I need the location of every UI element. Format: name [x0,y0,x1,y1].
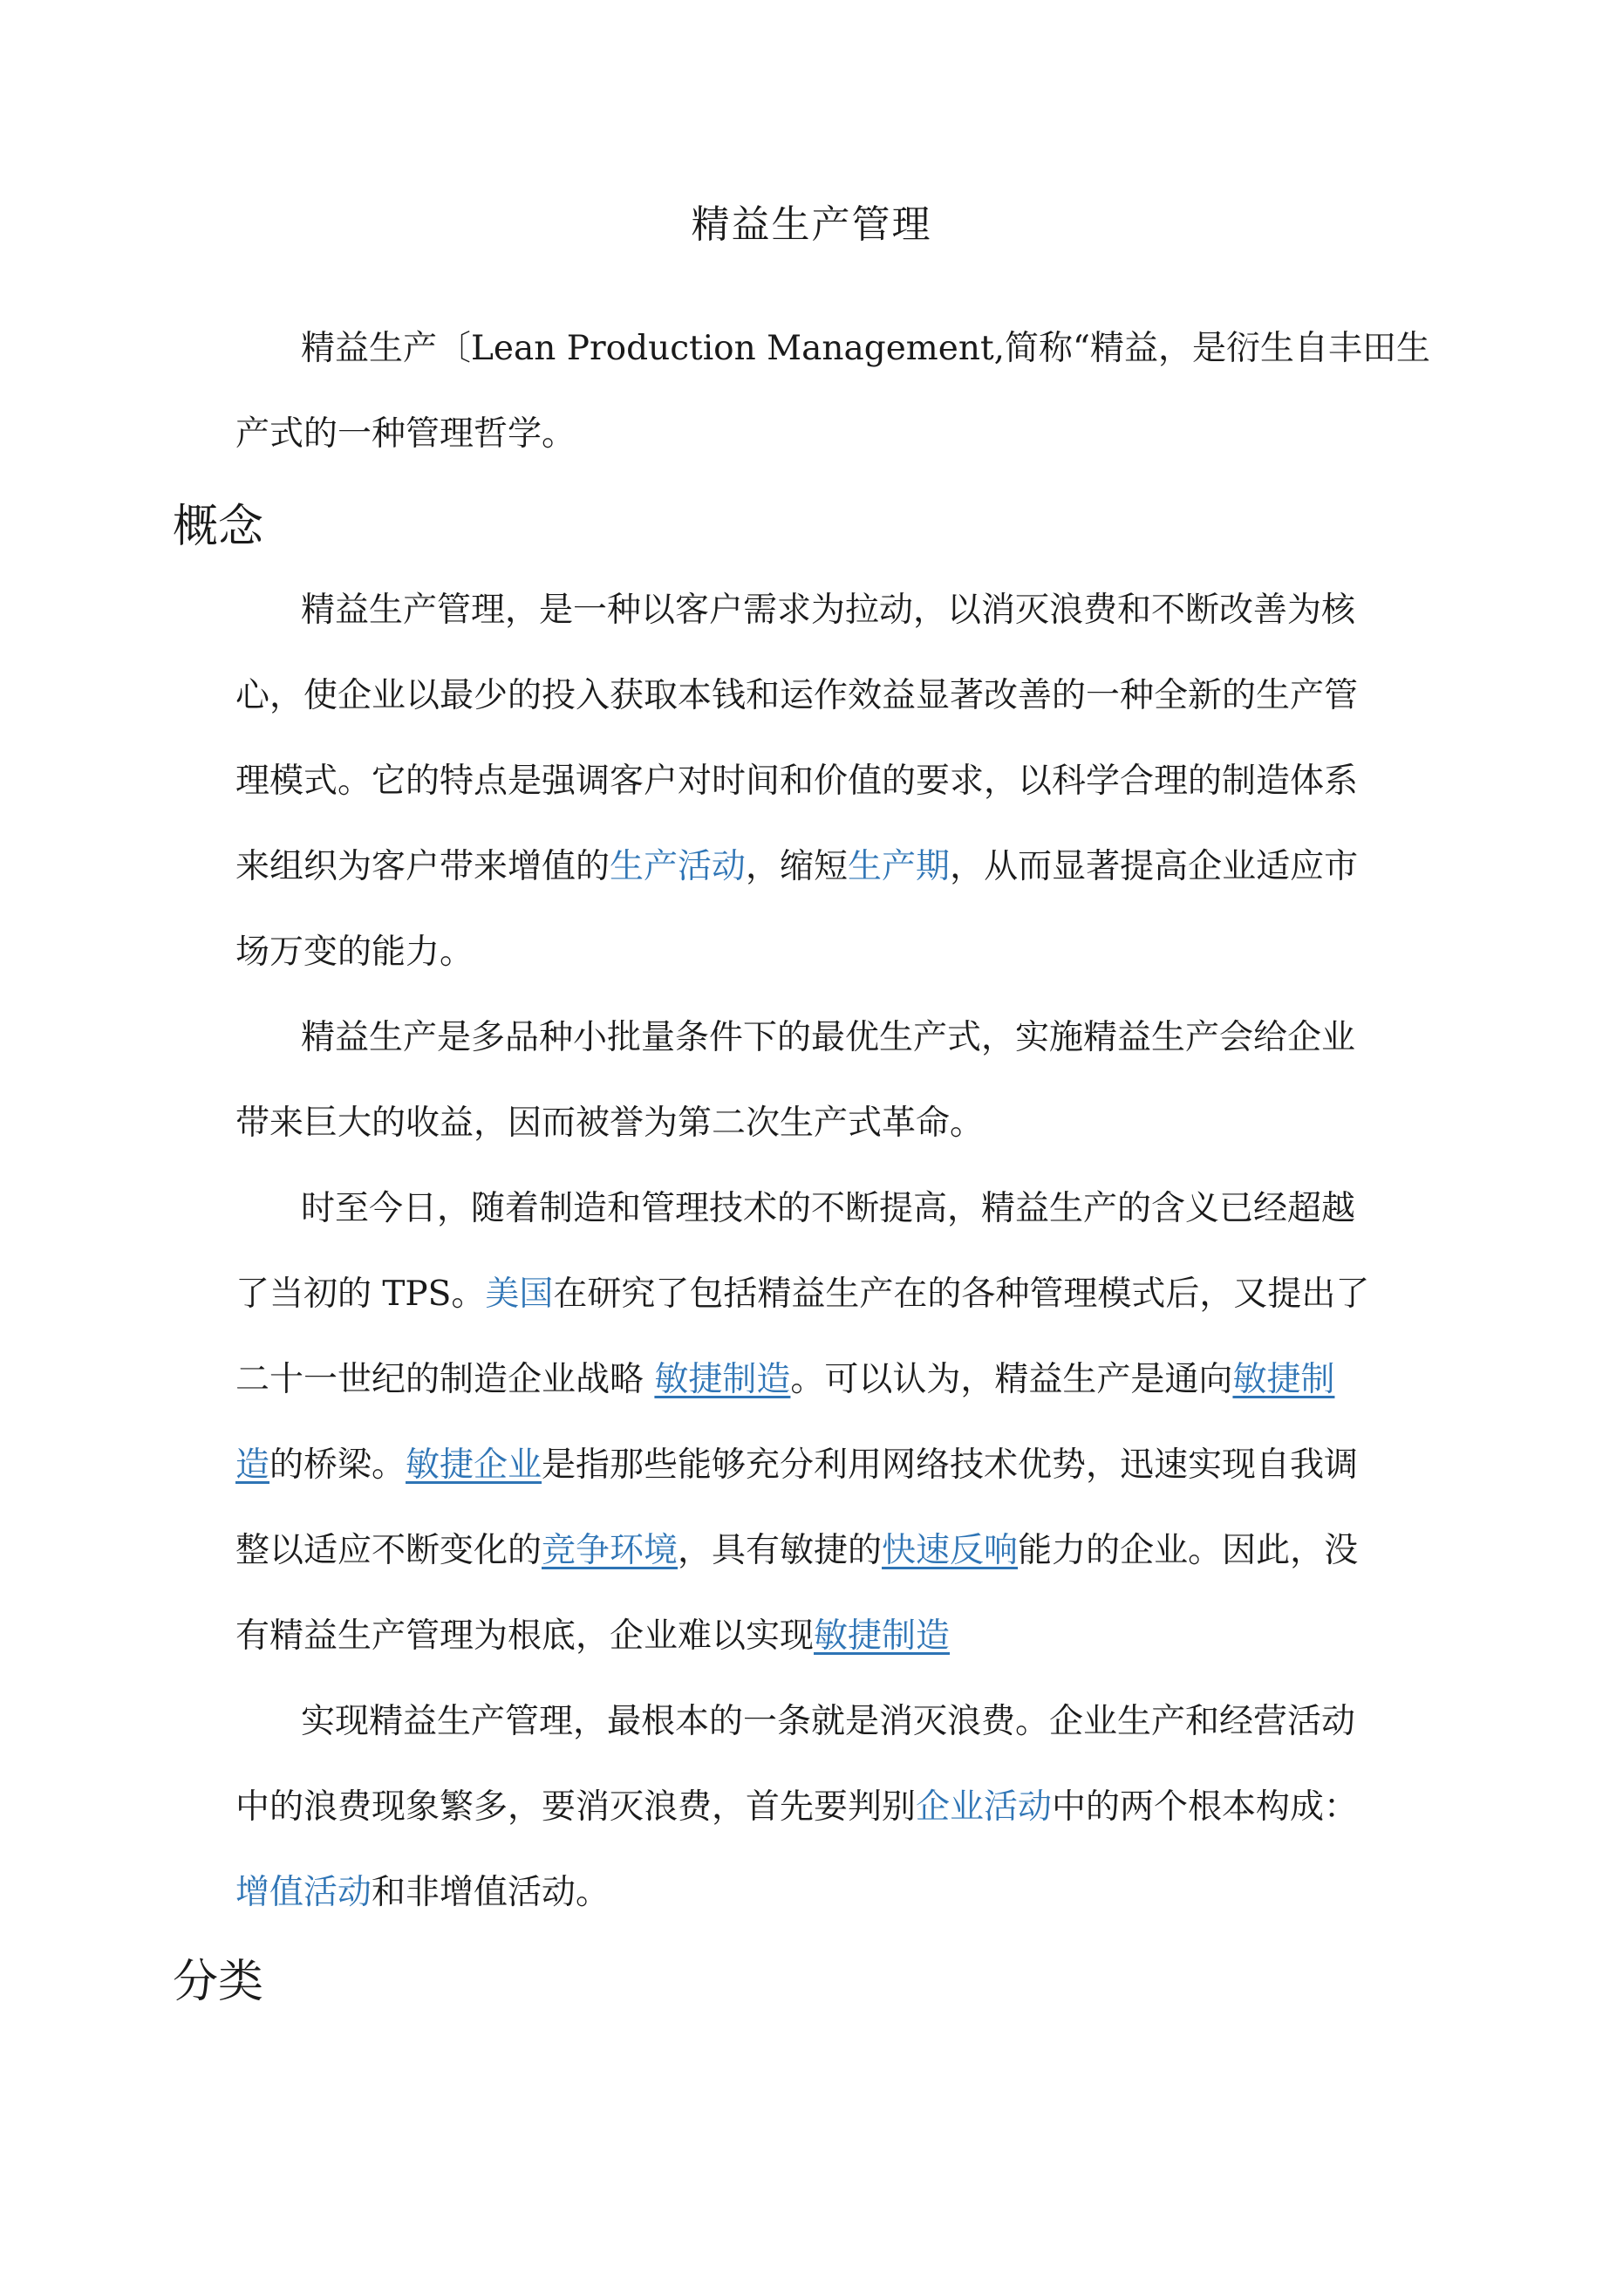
link-agile-manufacturing-2b[interactable]: 造 [235,1445,270,1485]
p3-line-3 [235,1356,1430,1404]
p1-line-2: 心，使企业以最少的投入获取本钱和运作效益显著改善的一种全新的生产管 [235,676,1359,715]
p3-text: 的桥梁。 [269,1445,406,1485]
p1-line-4 [235,843,1430,892]
link-agile-manufacturing-2a[interactable]: 敏捷制 [1232,1360,1335,1399]
link-enterprise-activity[interactable]: 企业活动 [916,1787,1053,1827]
p3-text: 是指那些能够充分利用网络技术优势，迅速实现自我调 [542,1445,1359,1485]
link-agile-enterprise[interactable]: 敏捷企业 [406,1445,542,1485]
p1-line-5: 场万变的能力。 [235,933,474,972]
section-heading-classification: 分类 [173,1956,264,2008]
p3-text: 。可以认为，精益生产是通向 [790,1360,1233,1399]
p3-text: 有精益生产管理为根底，企业难以实现 [235,1616,815,1656]
p2-line-2: 带来巨大的收益，因而被誉为第二次生产式革命。 [235,1104,985,1143]
p4-text: 中的浪费现象繁多，要消灭浪费，首先要判别 [235,1787,917,1827]
link-agile-manufacturing[interactable]: 敏捷制造 [654,1360,791,1399]
intro-line-1: 精益生产〔Lean Production Management,简称“精益，是衍生自丰田生 [301,329,1430,368]
intro-line-2: 产式的一种管理哲学。 [235,414,576,454]
p4-line-3 [235,1869,1430,1917]
p3-line-5 [235,1527,1430,1575]
document-title: 精益生产管理 [691,202,932,247]
p3-text: 在研究了包括精益生产在的各种管理模式后，又提出了 [553,1274,1370,1314]
link-agile-manufacturing-3[interactable]: 敏捷制造 [814,1616,951,1656]
link-value-added-activity[interactable]: 增值活动 [235,1873,372,1912]
p3-line-4 [235,1441,1430,1490]
p4-text: 中的两个根本构成： [1052,1787,1359,1827]
p3-text: 了当初的 TPS。 [235,1274,486,1314]
p3-text: 整以适应不断变化的 [235,1531,542,1570]
p3-text: 二十一世纪的制造企业战略 [235,1360,655,1399]
link-competitive-environment[interactable]: 竞争环境 [542,1531,679,1570]
p3-line-6 [235,1612,1430,1661]
p3-text: 能力的企业。因此，没 [1018,1531,1359,1570]
link-production-period[interactable]: 生产期 [848,847,951,886]
p1-line-3: 理模式。它的特点是强调客户对时间和价值的要求，以科学合理的制造体系 [235,762,1359,801]
p4-text: 和非增值活动。 [372,1873,610,1912]
p3-text: ，具有敏捷的 [678,1531,883,1570]
p3-line-1: 时至今日，随着制造和管理技术的不断提高，精益生产的含义已经超越 [301,1189,1356,1228]
p3-line-2 [235,1270,1430,1319]
p2-line-1: 精益生产是多品种小批量条件下的最优生产式，实施精益生产会给企业 [301,1018,1356,1057]
p4-line-1: 实现精益生产管理，最根本的一条就是消灭浪费。企业生产和经营活动 [301,1702,1356,1741]
section-heading-concept: 概念 [173,501,264,553]
p1-text: 来组织为客户带来增值的 [235,847,610,886]
p4-line-2 [235,1783,1430,1832]
link-usa[interactable]: 美国 [485,1274,554,1314]
p1-text: ，从而显著提高企业适应市 [950,847,1359,886]
link-rapid-response[interactable]: 快速反响 [882,1531,1019,1570]
p1-text: ，缩短 [746,847,849,886]
link-production-activity[interactable]: 生产活动 [610,847,747,886]
p1-line-1: 精益生产管理，是一种以客户需求为拉动，以消灭浪费和不断改善为核 [301,591,1356,630]
